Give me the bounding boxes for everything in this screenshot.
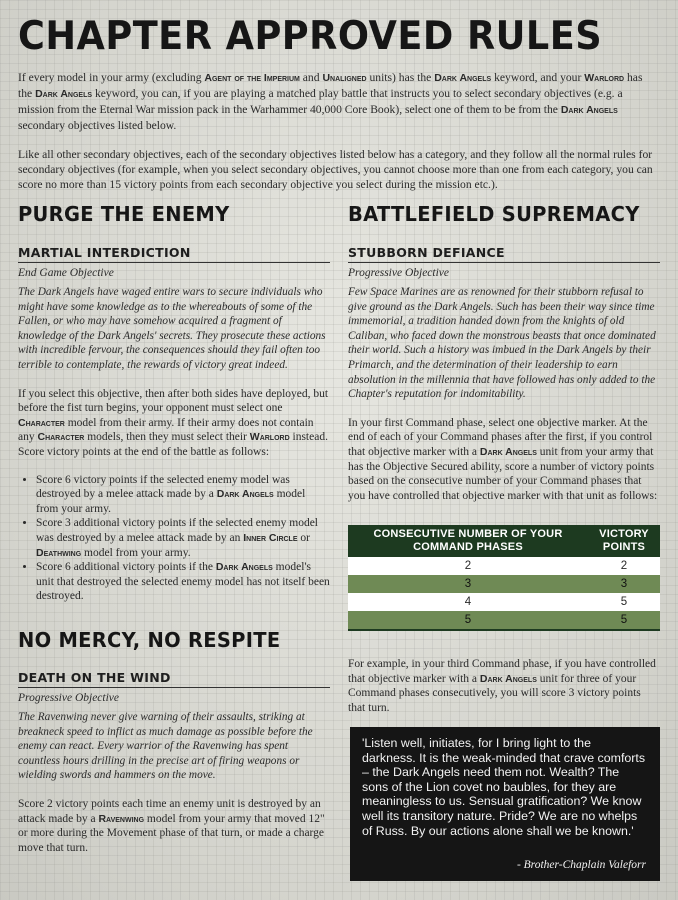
- table-cell: 3: [588, 575, 660, 593]
- objective-rules-text: If you select this objective, then after both sides have deployed, but before the fist turn begins, your opponent must select one Character model from their army. If their army does not contain any Character models, then they must select their Warlord instead. Score victory points at the end of the battle as follows:: [18, 387, 329, 458]
- keyword: Character: [37, 431, 85, 444]
- keyword: Dark Angels: [215, 561, 273, 574]
- table-cell: 5: [588, 611, 660, 630]
- victory-points-table: [348, 525, 660, 631]
- keyword: Dark Angels: [479, 672, 537, 685]
- keyword: Agent of the Imperium: [204, 72, 300, 84]
- table-cell: 2: [348, 557, 588, 575]
- table-row: [348, 611, 660, 630]
- table-cell: 3: [348, 575, 588, 593]
- category-heading-battlefield-supremacy: BATTLEFIELD SUPREMACY: [348, 202, 640, 226]
- table-cell: 5: [348, 611, 588, 630]
- scoring-example-text: For example, in your third Command phase, if you have controlled that objective marker with a Dark Angels unit for three of your Command phases consecutively, you will score 3 victory points that turn.: [348, 658, 656, 714]
- intro-paragraph-1: If every model in your army (excluding Agent of the Imperium and Unaligned units) has the Dark Angels keyword, and your Warlord has the Dark Angels keyword, you can, if you are playing a matched play battle that instructs you to select secondary objectives (e.g. a mission from the Eternal War mission pack in the Warhammer 40,000 Core Book), select one of them to be from the Dark Angels secondary objectives listed below.: [18, 71, 643, 132]
- intro-section: [18, 70, 658, 133]
- martial-interdiction-block: [18, 245, 330, 604]
- objective-type: End Game Objective: [18, 267, 114, 279]
- scoring-bullet-list: [18, 473, 330, 604]
- objective-type: Progressive Objective: [348, 267, 450, 279]
- intro-paragraph-2: Like all other secondary objectives, each of the secondary objectives listed below has a category, and they follow all the normal rules for secondary objectives (for example, when you select secondary objectives, you cannot choose more than one from each category, you can score no more than 15 victory points from each secondary objective you select during the mission etc.).: [18, 148, 653, 191]
- keyword: Dark Angels: [35, 88, 93, 100]
- victory-points-table-wrap: [348, 525, 660, 631]
- right-column: [348, 202, 660, 226]
- no-mercy-section: [18, 628, 330, 652]
- stubborn-defiance-block: [348, 245, 660, 503]
- quote-box: [350, 727, 660, 881]
- keyword: Dark Angels: [560, 104, 618, 116]
- keyword: Dark Angels: [434, 72, 492, 84]
- keyword: Deathwing: [36, 546, 82, 559]
- keyword: Dark Angels: [216, 488, 274, 501]
- keyword: Inner Circle: [243, 531, 298, 544]
- example-block: [348, 657, 660, 715]
- scoring-bullet: • Score 3 additional victory points if the selected enemy model was destroyed by a melee attack made by an Inner Circle or Deathwing model from your army.: [36, 516, 330, 560]
- table-row: [348, 593, 660, 611]
- scoring-bullet: • Score 6 victory points if the selected enemy model was destroyed by a melee attack made by a Dark Angels model from your army.: [36, 473, 330, 517]
- objective-type: Progressive Objective: [18, 692, 120, 704]
- table-header-victory-points: VICTORY POINTS: [588, 525, 660, 557]
- objective-name-death-on-the-wind: DEATH ON THE WIND: [18, 670, 330, 688]
- table-row: [348, 575, 660, 593]
- scoring-bullet: • Score 6 additional victory points if the Dark Angels model's unit that destroyed the selected enemy model has not itself been destroyed.: [36, 560, 330, 604]
- death-on-the-wind-block: [18, 670, 330, 855]
- quote-attribution: - Brother-Chaplain Valeforr: [516, 859, 646, 871]
- category-heading-purge-the-enemy: PURGE THE ENEMY: [18, 202, 230, 226]
- keyword: Dark Angels: [479, 445, 537, 458]
- intro-section-2: [18, 147, 658, 192]
- table-cell: 5: [588, 593, 660, 611]
- objective-rules-text: Score 2 victory points each time an enemy unit is destroyed by an attack made by a Ravenwing model from your army that moved 12" or more during the Movement phase of that turn, or made a charge move that turn.: [18, 797, 325, 854]
- quote-text: 'Listen well, initiates, for I bring light to the darkness. It is the weak-minded that crave comforts – the Dark Angels need them not. Wealth? The sons of the Lion covet no baubles, for they are meaningless to us. Sensual gratification? We know well its transitory nature. Pride? We are no whelps of Russ. By our actions alone shall we be known.': [362, 736, 646, 838]
- page-title: CHAPTER APPROVED RULES: [18, 14, 603, 59]
- keyword: Unaligned: [322, 72, 367, 84]
- table-row: [348, 557, 660, 575]
- objective-flavour-text: The Dark Angels have waged entire wars to secure individuals who might have some knowledge as to the whereabouts of some of the Fallen, or who may have somehow acquired a fragment of knowledge of the Dark Angels' secrets. They prosecute these actions with incredible fervour, the consequences should they fail often too terrible to contemplate, the rewards of victory great indeed.: [18, 286, 326, 371]
- objective-name-stubborn-defiance: STUBBORN DEFIANCE: [348, 245, 660, 263]
- objective-rules-text: In your first Command phase, select one objective marker. At the end of each of your Command phases after the first, if you control that objective marker with a Dark Angels unit from your army that has the Objective Secured ability, score a number of victory points based on the consecutive number of your Command phases that you have controlled that objective marker with that unit as follows:: [348, 416, 658, 502]
- table-cell: 4: [348, 593, 588, 611]
- table-cell: 2: [588, 557, 660, 575]
- keyword: Character: [18, 416, 65, 429]
- table-header-row: [348, 525, 660, 557]
- keyword: Ravenwing: [98, 812, 145, 825]
- category-heading-no-mercy: NO MERCY, NO RESPITE: [18, 628, 281, 652]
- left-column: [18, 202, 330, 226]
- objective-flavour-text: Few Space Marines are as renowned for their stubborn refusal to give ground as the Dark Angels. Such has been their way since time immemorial, a tradition handed down from the knights of old Caliban, who faced down the monstrous beasts that once dominated their world. Such a history was imbued in the Dark Angels by their Primarch, and the determination of their leadership to earn absolution in the millennia that have followed has only added to the Chapter's reputation for indomitability.: [348, 286, 656, 401]
- keyword: Warlord: [249, 431, 290, 444]
- objective-flavour-text: The Ravenwing never give warning of their assaults, striking at breakneck speed to inflict as much damage as possible before the enemy can react. Every warrior of the Ravenwing has spent countless hours drilling in the precise art of firing weapons or wielding swords and hammers on the move.: [18, 711, 313, 782]
- table-header-consecutive-phases: CONSECUTIVE NUMBER OF YOUR COMMAND PHASES: [348, 525, 588, 557]
- keyword: Warlord: [584, 72, 625, 84]
- objective-name-martial-interdiction: MARTIAL INTERDICTION: [18, 245, 330, 263]
